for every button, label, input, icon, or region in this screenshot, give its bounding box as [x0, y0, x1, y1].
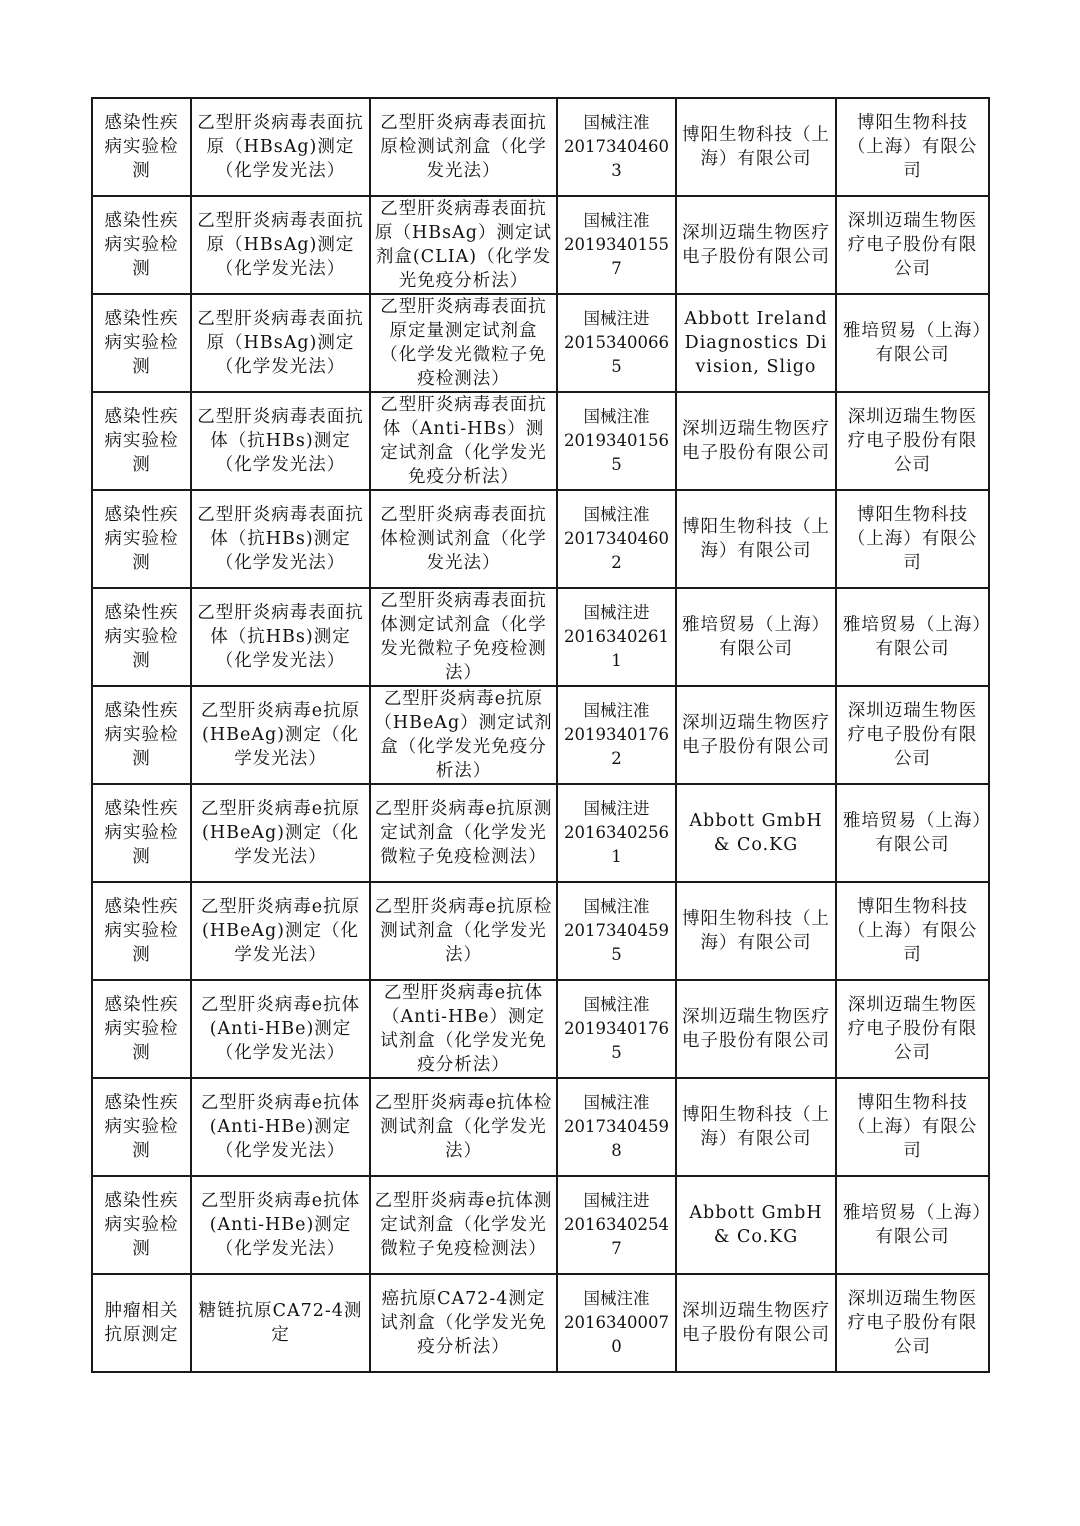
table-row [92, 98, 989, 196]
registration-cell [557, 1078, 676, 1176]
product-name-cell: 乙型肝炎病毒e抗原（HBeAg）测定试剂盒（化学发光免疫分析法） [370, 686, 557, 784]
manufacturer-cell: 深圳迈瑞生物医疗电子股份有限公司 [676, 980, 836, 1078]
registration-prefix: 国械注进 [583, 309, 650, 328]
registration-prefix: 国械注准 [583, 505, 650, 524]
table-row [92, 294, 989, 392]
table-row [92, 1176, 989, 1274]
registry-table [91, 97, 990, 1373]
registration-number: 20173404602 [564, 529, 669, 572]
product-name-cell: 乙型肝炎病毒表面抗体（Anti-HBs）测定试剂盒（化学发光免疫分析法） [370, 392, 557, 490]
registration-number: 20193401565 [564, 431, 669, 474]
registration-cell [557, 1176, 676, 1274]
registration-cell [557, 588, 676, 686]
table-row [92, 1078, 989, 1176]
agent-cell: 深圳迈瑞生物医疗电子股份有限公司 [836, 686, 989, 784]
product-name-cell: 乙型肝炎病毒表面抗原定量测定试剂盒（化学发光微粒子免疫检测法） [370, 294, 557, 392]
agent-cell: 深圳迈瑞生物医疗电子股份有限公司 [836, 1274, 989, 1372]
agent-cell: 雅培贸易（上海）有限公司 [836, 784, 989, 882]
test-item-cell: 乙型肝炎病毒e抗原(HBeAg)测定（化学发光法） [191, 784, 370, 882]
registration-number: 20173404603 [564, 137, 669, 180]
registration-cell [557, 1274, 676, 1372]
agent-cell: 博阳生物科技（上海）有限公司 [836, 882, 989, 980]
test-item-cell: 乙型肝炎病毒表面抗体（抗HBs)测定（化学发光法） [191, 392, 370, 490]
table-row [92, 686, 989, 784]
product-name-cell: 乙型肝炎病毒e抗体测定试剂盒（化学发光微粒子免疫检测法） [370, 1176, 557, 1274]
category-cell: 感染性疾病实验检测 [92, 490, 191, 588]
product-name-cell: 癌抗原CA72-4测定试剂盒（化学发光免疫分析法） [370, 1274, 557, 1372]
category-cell: 肿瘤相关抗原测定 [92, 1274, 191, 1372]
registration-prefix: 国械注进 [583, 1191, 650, 1210]
registration-cell [557, 98, 676, 196]
table-row [92, 980, 989, 1078]
registration-prefix: 国械注准 [583, 995, 650, 1014]
registration-number: 20163402561 [564, 823, 669, 866]
category-cell: 感染性疾病实验检测 [92, 980, 191, 1078]
registration-prefix: 国械注准 [583, 701, 650, 720]
agent-cell: 深圳迈瑞生物医疗电子股份有限公司 [836, 196, 989, 294]
product-name-cell: 乙型肝炎病毒e抗原检测试剂盒（化学发光法） [370, 882, 557, 980]
manufacturer-cell: 深圳迈瑞生物医疗电子股份有限公司 [676, 1274, 836, 1372]
table-body [92, 98, 989, 1372]
product-name-cell: 乙型肝炎病毒e抗体检测试剂盒（化学发光法） [370, 1078, 557, 1176]
table-row [92, 882, 989, 980]
test-item-cell: 乙型肝炎病毒e抗体(Anti-HBe)测定（化学发光法） [191, 1176, 370, 1274]
registration-prefix: 国械注进 [583, 799, 650, 818]
agent-cell: 深圳迈瑞生物医疗电子股份有限公司 [836, 980, 989, 1078]
registration-cell [557, 490, 676, 588]
registration-cell [557, 784, 676, 882]
registration-prefix: 国械注准 [583, 1093, 650, 1112]
category-cell: 感染性疾病实验检测 [92, 686, 191, 784]
manufacturer-cell: Abbott GmbH & Co.KG [676, 784, 836, 882]
agent-cell: 博阳生物科技（上海）有限公司 [836, 1078, 989, 1176]
registration-prefix: 国械注准 [583, 113, 650, 132]
category-cell: 感染性疾病实验检测 [92, 294, 191, 392]
registration-cell [557, 392, 676, 490]
registration-number: 20193401765 [564, 1019, 669, 1062]
product-name-cell: 乙型肝炎病毒表面抗原（HBsAg）测定试剂盒(CLIA)（化学发光免疫分析法） [370, 196, 557, 294]
category-cell: 感染性疾病实验检测 [92, 98, 191, 196]
manufacturer-cell: 博阳生物科技（上海）有限公司 [676, 1078, 836, 1176]
table-row [92, 784, 989, 882]
manufacturer-cell: 博阳生物科技（上海）有限公司 [676, 490, 836, 588]
product-name-cell: 乙型肝炎病毒e抗原测定试剂盒（化学发光微粒子免疫检测法） [370, 784, 557, 882]
category-cell: 感染性疾病实验检测 [92, 1078, 191, 1176]
table-row [92, 1274, 989, 1372]
registration-number: 20163402547 [564, 1215, 669, 1258]
category-cell: 感染性疾病实验检测 [92, 588, 191, 686]
table-row [92, 196, 989, 294]
test-item-cell: 乙型肝炎病毒e抗体(Anti-HBe)测定（化学发光法） [191, 1078, 370, 1176]
test-item-cell: 乙型肝炎病毒表面抗原（HBsAg)测定（化学发光法） [191, 196, 370, 294]
manufacturer-cell: 博阳生物科技（上海）有限公司 [676, 882, 836, 980]
registration-cell [557, 196, 676, 294]
registration-number: 20173404598 [564, 1117, 669, 1160]
product-name-cell: 乙型肝炎病毒表面抗原检测试剂盒（化学发光法） [370, 98, 557, 196]
registration-prefix: 国械注准 [583, 407, 650, 426]
agent-cell: 博阳生物科技（上海）有限公司 [836, 490, 989, 588]
manufacturer-cell: 深圳迈瑞生物医疗电子股份有限公司 [676, 196, 836, 294]
product-name-cell: 乙型肝炎病毒e抗体（Anti-HBe）测定试剂盒（化学发光免疫分析法） [370, 980, 557, 1078]
agent-cell: 博阳生物科技（上海）有限公司 [836, 98, 989, 196]
category-cell: 感染性疾病实验检测 [92, 1176, 191, 1274]
product-name-cell: 乙型肝炎病毒表面抗体测定试剂盒（化学发光微粒子免疫检测法） [370, 588, 557, 686]
agent-cell: 雅培贸易（上海）有限公司 [836, 1176, 989, 1274]
test-item-cell: 乙型肝炎病毒表面抗原（HBsAg)测定（化学发光法） [191, 98, 370, 196]
manufacturer-cell: Abbott GmbH & Co.KG [676, 1176, 836, 1274]
registration-number: 20193401557 [564, 235, 669, 278]
test-item-cell: 乙型肝炎病毒e抗体(Anti-HBe)测定（化学发光法） [191, 980, 370, 1078]
category-cell: 感染性疾病实验检测 [92, 196, 191, 294]
registration-number: 20193401762 [564, 725, 669, 768]
registration-cell [557, 686, 676, 784]
category-cell: 感染性疾病实验检测 [92, 882, 191, 980]
registration-cell [557, 882, 676, 980]
registration-cell [557, 294, 676, 392]
agent-cell: 深圳迈瑞生物医疗电子股份有限公司 [836, 392, 989, 490]
manufacturer-cell: 深圳迈瑞生物医疗电子股份有限公司 [676, 392, 836, 490]
agent-cell: 雅培贸易（上海）有限公司 [836, 294, 989, 392]
registration-prefix: 国械注准 [583, 1289, 650, 1308]
registration-cell [557, 980, 676, 1078]
test-item-cell: 乙型肝炎病毒e抗原(HBeAg)测定（化学发光法） [191, 686, 370, 784]
test-item-cell: 乙型肝炎病毒表面抗原（HBsAg)测定（化学发光法） [191, 294, 370, 392]
registration-prefix: 国械注进 [583, 603, 650, 622]
category-cell: 感染性疾病实验检测 [92, 392, 191, 490]
manufacturer-cell: 雅培贸易（上海）有限公司 [676, 588, 836, 686]
test-item-cell: 乙型肝炎病毒表面抗体（抗HBs)测定（化学发光法） [191, 588, 370, 686]
manufacturer-cell: Abbott Ireland Diagnostics Division, Sligo [676, 294, 836, 392]
agent-cell: 雅培贸易（上海）有限公司 [836, 588, 989, 686]
test-item-cell: 糖链抗原CA72-4测定 [191, 1274, 370, 1372]
product-name-cell: 乙型肝炎病毒表面抗体检测试剂盒（化学发光法） [370, 490, 557, 588]
table-row [92, 588, 989, 686]
table-row [92, 392, 989, 490]
registration-number: 20163402611 [564, 627, 669, 670]
category-cell: 感染性疾病实验检测 [92, 784, 191, 882]
registration-number: 20173404595 [564, 921, 669, 964]
test-item-cell: 乙型肝炎病毒表面抗体（抗HBs)测定（化学发光法） [191, 490, 370, 588]
registration-prefix: 国械注准 [583, 211, 650, 230]
table-row [92, 490, 989, 588]
registration-number: 20163400070 [564, 1313, 669, 1356]
registration-number: 20153400665 [564, 333, 669, 376]
test-item-cell: 乙型肝炎病毒e抗原(HBeAg)测定（化学发光法） [191, 882, 370, 980]
registration-prefix: 国械注准 [583, 897, 650, 916]
manufacturer-cell: 博阳生物科技（上海）有限公司 [676, 98, 836, 196]
manufacturer-cell: 深圳迈瑞生物医疗电子股份有限公司 [676, 686, 836, 784]
